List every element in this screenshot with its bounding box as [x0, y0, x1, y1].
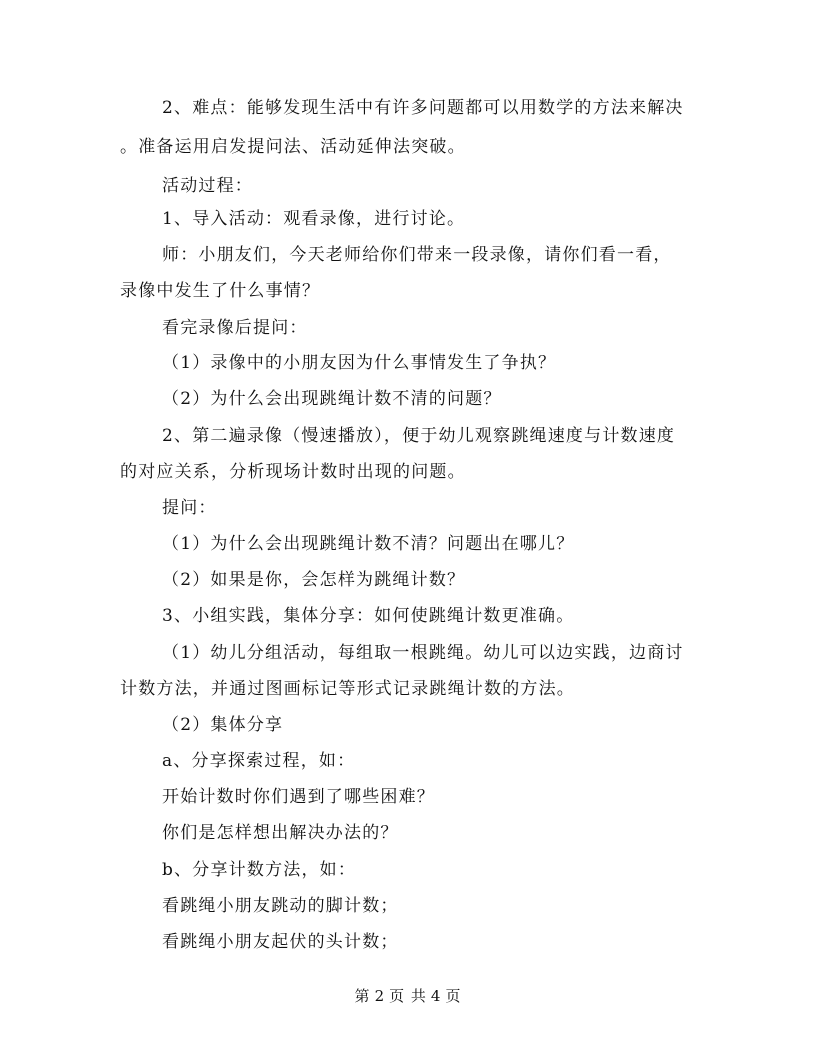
- text-line: b、分享计数方法，如：: [162, 860, 357, 880]
- text-line: 你们是怎样想出解决办法的？: [162, 823, 399, 843]
- text-line: 计数方法，并通过图画标记等形式记录跳绳计数的方法。: [120, 679, 575, 699]
- text-line: 的对应关系，分析现场计数时出现的问题。: [120, 462, 466, 482]
- text-line: 2、第二遍录像（慢速播放），便于幼儿观察跳绳速度与计数速度: [162, 426, 676, 446]
- text-line: 活动过程：: [162, 176, 253, 196]
- page-footer: [0, 986, 816, 1006]
- current-page-number: 2: [374, 987, 386, 1005]
- footer-prefix: 第: [354, 987, 371, 1005]
- text-line: a、分享探索过程，如：: [162, 751, 356, 771]
- text-line: 师：小朋友们，今天老师给你们带来一段录像，请你们看一看，: [162, 245, 672, 265]
- text-line: 看完录像后提问：: [162, 318, 308, 338]
- text-line: 录像中发生了什么事情？: [120, 281, 321, 301]
- text-line: 3、小组实践，集体分享：如何使跳绳计数更准确。: [162, 606, 575, 626]
- footer-suffix: 页: [445, 987, 462, 1005]
- text-line: 2、难点：能够发现生活中有许多问题都可以用数学的方法来解决: [162, 98, 684, 118]
- text-line: （2）集体分享: [162, 715, 284, 735]
- text-line: 看跳绳小朋友跳动的脚计数；: [162, 896, 399, 916]
- total-pages-number: 4: [430, 987, 442, 1005]
- text-line: （1）幼儿分组活动，每组取一根跳绳。幼儿可以边实践，边商讨: [162, 643, 684, 663]
- text-line: 1、导入活动：观看录像，进行讨论。: [162, 209, 466, 229]
- text-line: （2）如果是你，会怎样为跳绳计数？: [162, 570, 466, 590]
- text-line: 。准备运用启发提问法、活动延伸法突破。: [120, 137, 466, 157]
- text-line: 开始计数时你们遇到了哪些困难？: [162, 787, 435, 807]
- text-line: （1）为什么会出现跳绳计数不清？问题出在哪儿？: [162, 534, 575, 554]
- footer-middle: 页 共: [389, 987, 427, 1005]
- text-line: 提问：: [162, 498, 217, 518]
- text-line: 看跳绳小朋友起伏的头计数；: [162, 932, 399, 952]
- text-line: （1）录像中的小朋友因为什么事情发生了争执？: [162, 353, 557, 373]
- text-line: （2）为什么会出现跳绳计数不清的问题？: [162, 389, 502, 409]
